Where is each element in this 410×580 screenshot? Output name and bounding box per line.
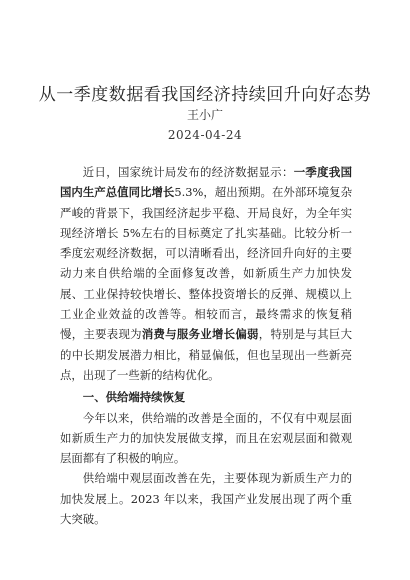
intro-text-3: ，特别是与其巨大的中长期发展潜力相比，稍显偏低，但也呈现出一些新亮点，出现了一些新的结构优化。 bbox=[60, 327, 352, 382]
intro-bold-gdp: 一季度我国国内生产总值同比增长 bbox=[60, 165, 352, 200]
intro-text-2: 5.3%，超出预期。在外部环境复杂严峻的背景下，我国经济起步平稳、开局良好，为全年实现经济增长 5%左右的目标奠定了扎实基础。比较分析一季度宏观经济数据，可以清晰看出，经济回升向好的主要动力来自供给端的全面修复改善，如新质生产力加快发展、工业保持较快增长、整体投资增长的反弹、规模以上工业企业效益的改善等。相较而言，最终需求的恢复稍慢，主要表现为 bbox=[60, 185, 352, 342]
intro-bold-consumption: 消费与服务业增长偏弱 bbox=[141, 327, 259, 342]
section-heading-supply: 一、供给端持续恢复 bbox=[82, 390, 186, 405]
document-body bbox=[60, 162, 352, 529]
intro-text-1: 近日，国家统计局发布的经济数据显示： bbox=[82, 165, 294, 179]
paragraph-intro bbox=[60, 162, 352, 385]
paragraph-supply-1: 今年以来，供给端的改善是全面的，不仅有中观层面如新质生产力的加快发展做支撑，而且在宏观层面和微观层面都有了积极的响应。 bbox=[60, 410, 352, 466]
document-date: 2024-04-24 bbox=[167, 128, 243, 142]
paragraph-supply-2: 供给端中观层面改善在先，主要体现为新质生产力的加快发展上。2023 年以来，我国产业发展出现了两个重大突破。 bbox=[60, 471, 352, 527]
document-author: 王小广 bbox=[186, 108, 223, 122]
document-title: 从一季度数据看我国经济持续回升向好态势 bbox=[38, 85, 372, 105]
